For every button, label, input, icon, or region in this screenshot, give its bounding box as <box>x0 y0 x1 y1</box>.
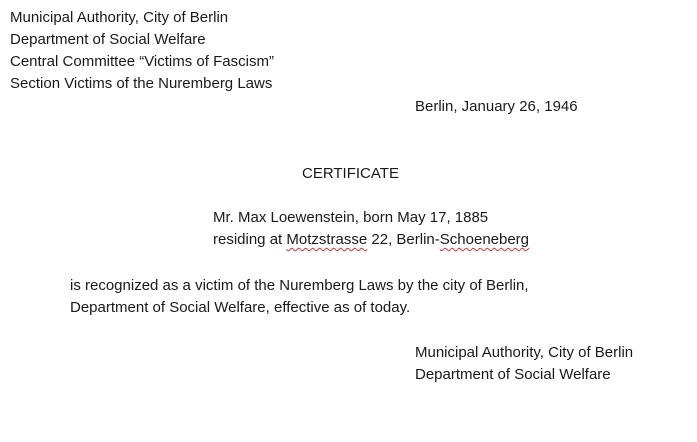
district-name: Schoeneberg <box>439 231 530 248</box>
street-name: Motzstrasse <box>286 231 368 248</box>
letterhead-line-committee: Central Committee “Victims of Fascism” <box>10 53 274 70</box>
letterhead-line-department: Department of Social Welfare <box>10 31 206 48</box>
signature-line-authority: Municipal Authority, City of Berlin <box>415 344 634 361</box>
document-title: CERTIFICATE <box>302 165 399 182</box>
address-prefix: residing at <box>213 231 287 248</box>
body-line-1: is recognized as a victim of the Nuremberg Laws by the city of Berlin, <box>70 277 529 294</box>
body-line-2: Department of Social Welfare, effective as of today. <box>70 299 411 316</box>
subject-address-line <box>213 229 529 251</box>
subject-name-line: Mr. Max Loewenstein, born May 17, 1885 <box>213 209 489 226</box>
letterhead-line-authority: Municipal Authority, City of Berlin <box>10 9 229 26</box>
date-line: Berlin, January 26, 1946 <box>415 98 578 115</box>
letterhead-line-section: Section Victims of the Nuremberg Laws <box>10 75 273 92</box>
address-middle: 22, Berlin- <box>367 231 440 248</box>
signature-line-department: Department of Social Welfare <box>415 366 611 383</box>
